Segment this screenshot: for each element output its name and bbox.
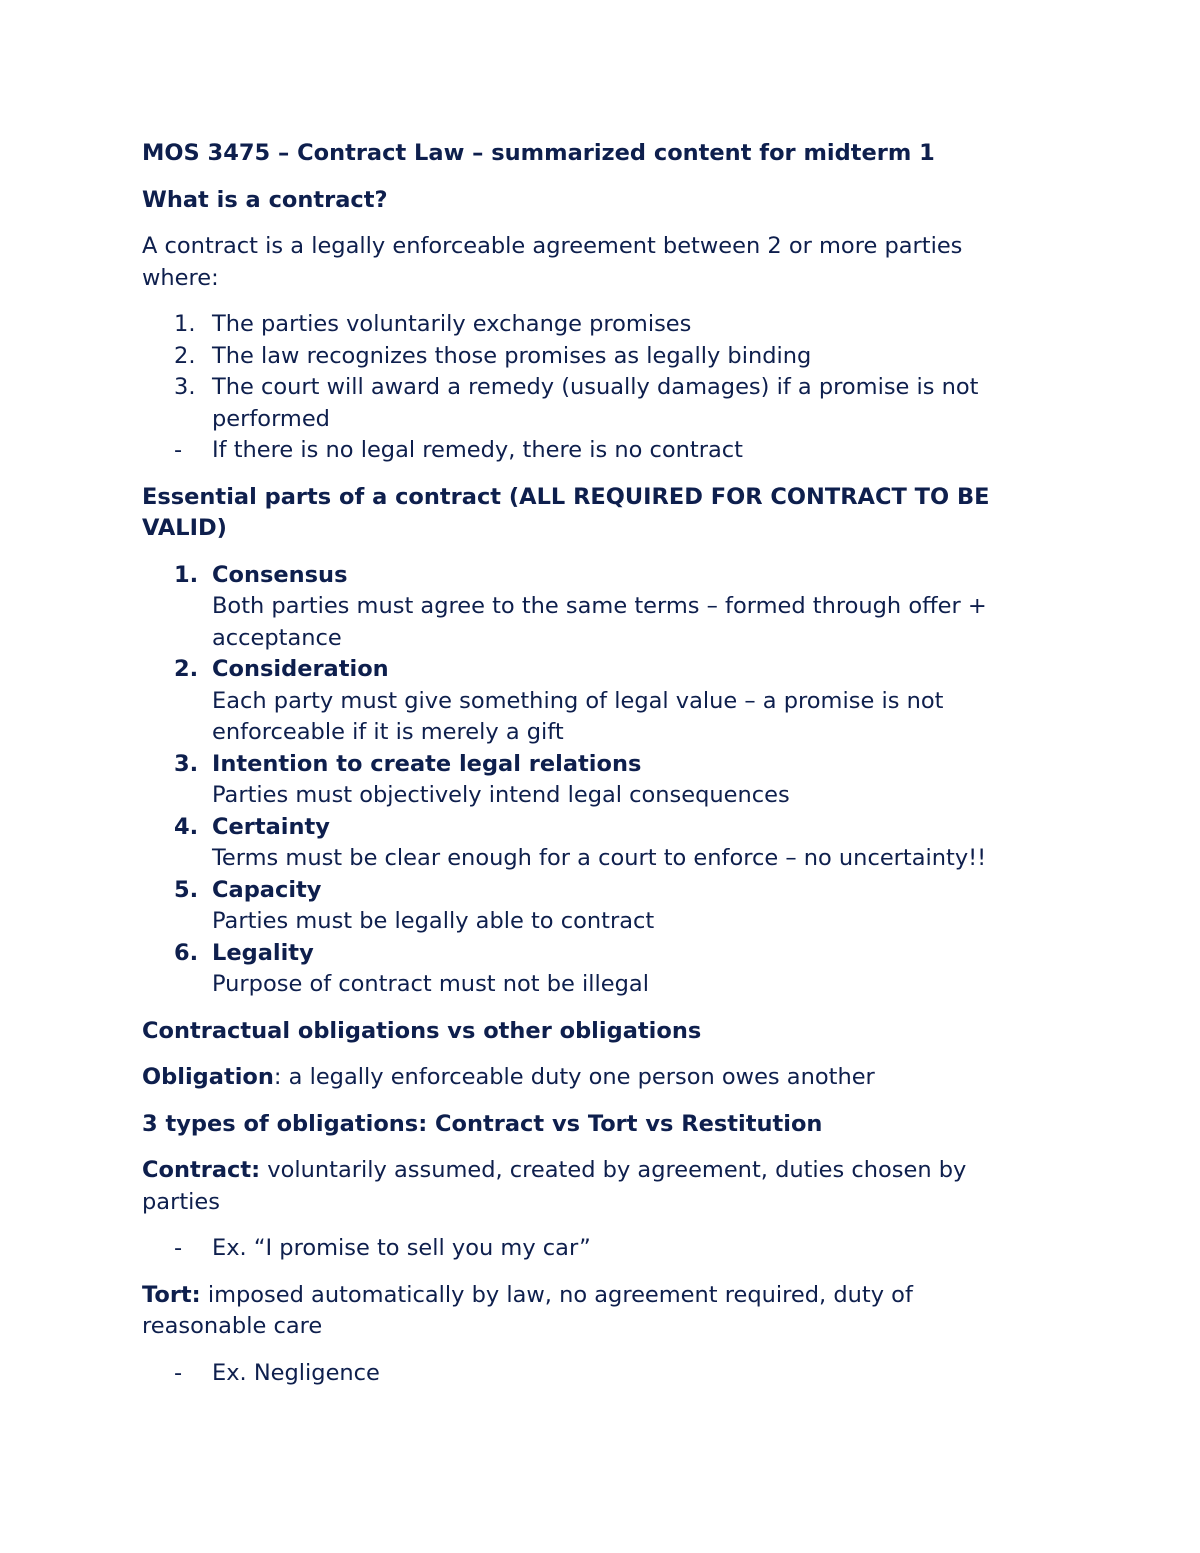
list-item-title: Capacity	[212, 876, 322, 903]
dash-marker: -	[174, 1235, 183, 1261]
list-item	[142, 749, 1042, 812]
list-item-title: Legality	[212, 939, 314, 966]
tort-example-list	[142, 1358, 1042, 1390]
definition-paragraph: A contract is a legally enforceable agreement between 2 or more parties where:	[142, 233, 963, 291]
dash-text: If there is no legal remedy, there is no contract	[212, 437, 743, 463]
list-text: The court will award a remedy (usually damages) if a promise is not performed	[212, 374, 979, 432]
list-number: 6.	[174, 939, 199, 966]
list-item-title: Consensus	[212, 561, 348, 588]
list-number: 2.	[174, 342, 196, 369]
list-text: The parties voluntarily exchange promises	[212, 311, 692, 337]
list-number: 3.	[174, 750, 199, 777]
tort-definition	[142, 1280, 1042, 1343]
heading-essential-parts: Essential parts of a contract (ALL REQUIRED FOR CONTRACT TO BE VALID)	[142, 483, 990, 541]
list-number: 2.	[174, 656, 199, 682]
dash-marker: -	[174, 437, 183, 463]
contract-text: voluntarily assumed, created by agreement, duties chosen by parties	[142, 1157, 967, 1215]
tort-text: imposed automatically by law, no agreement required, duty of reasonable care	[142, 1281, 913, 1339]
list-text: The law recognizes those promises as legally binding	[212, 342, 812, 369]
obligation-definition	[142, 1062, 1042, 1094]
document-page	[142, 138, 1042, 1404]
list-number: 1.	[174, 561, 199, 588]
list-item-description: Parties must objectively intend legal consequences	[212, 782, 790, 808]
list-item	[142, 372, 1042, 435]
list-item	[142, 938, 1042, 1001]
list-item-description: Each party must give something of legal value – a promise is not enforceable if it is merely a gift	[212, 687, 944, 745]
term-tort: Tort:	[142, 1281, 201, 1308]
dash-marker: -	[174, 1359, 183, 1386]
heading-obligations: Contractual obligations vs other obligations	[142, 1017, 702, 1044]
heading-three-types: 3 types of obligations: Contract vs Tort vs Restitution	[142, 1110, 823, 1137]
list-item-description: Terms must be clear enough for a court to enforce – no uncertainty!!	[212, 845, 987, 871]
list-item	[142, 341, 1042, 373]
essential-parts-list	[142, 560, 1042, 1001]
list-number: 3.	[174, 374, 196, 400]
list-item	[142, 875, 1042, 938]
term-obligation: Obligation	[142, 1064, 274, 1090]
dash-item	[142, 1358, 1042, 1390]
contract-example-list	[142, 1233, 1042, 1265]
list-item-title: Consideration	[212, 656, 389, 682]
obligation-text: : a legally enforceable duty one person owes another	[273, 1064, 875, 1090]
list-item-title: Certainty	[212, 813, 330, 840]
list-item	[142, 812, 1042, 875]
list-number: 4.	[174, 813, 199, 840]
list-item-description: Parties must be legally able to contract	[212, 908, 655, 934]
dash-text: Ex. “I promise to sell you my car”	[212, 1235, 591, 1261]
contract-definition	[142, 1155, 1042, 1218]
list-item	[142, 309, 1042, 341]
dash-item	[142, 435, 1042, 467]
list-item-description: Purpose of contract must not be illegal	[212, 971, 649, 997]
list-item	[142, 654, 1042, 749]
list-item-description: Both parties must agree to the same terms – formed through offer + acceptance	[212, 593, 987, 651]
list-number: 1.	[174, 311, 196, 337]
term-contract: Contract:	[142, 1157, 261, 1183]
list-item-title: Intention to create legal relations	[212, 750, 642, 777]
contract-criteria-list	[142, 309, 1042, 467]
list-number: 5.	[174, 876, 199, 903]
dash-item	[142, 1233, 1042, 1265]
heading-what-is-contract: What is a contract?	[142, 186, 388, 213]
dash-text: Ex. Negligence	[212, 1359, 380, 1386]
document-title: MOS 3475 – Contract Law – summarized content for midterm 1	[142, 140, 935, 166]
list-item	[142, 560, 1042, 655]
